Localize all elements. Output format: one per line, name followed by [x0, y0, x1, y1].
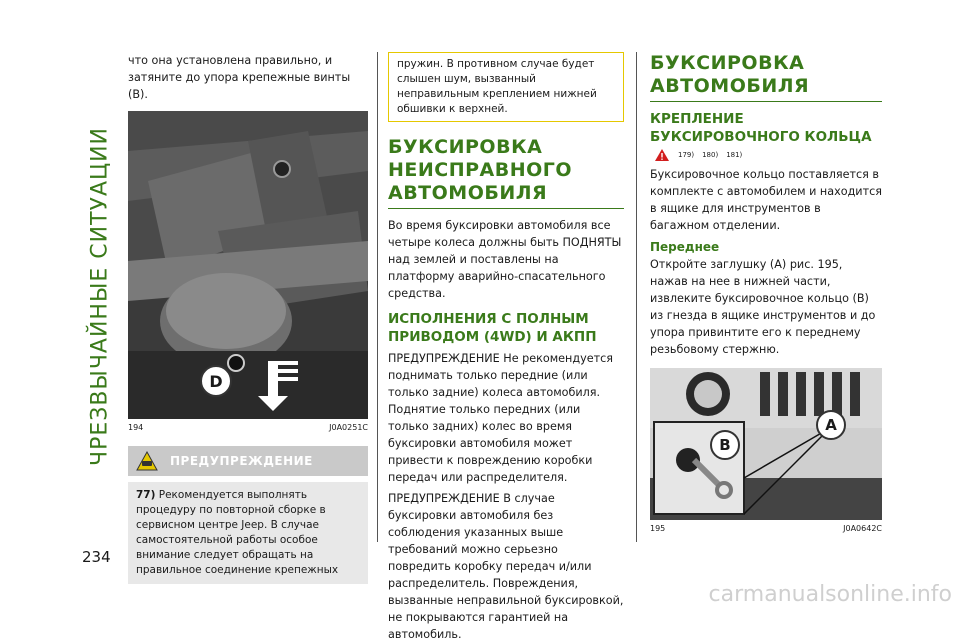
- warning-note-number: 77): [136, 489, 156, 501]
- tow-ring-paragraph-2: Откройте заглушку (A) рис. 195, нажав на нее в нижней части, извлеките буксировочное кольцо (B) из гнезда в ящике инструментов и до упора привинтите его к переднему резьбовому стержню.: [650, 258, 876, 356]
- watermark-text: carmanualsonline.info: [708, 582, 952, 607]
- figure-code: J0A0251C: [329, 423, 368, 432]
- towing-paragraph-2: ПРЕДУПРЕЖДЕНИЕ Не рекомендуется поднимать только передние (или только задние) колеса автомобиля. Поднятие только передних (или только задних) колес во время буксировки автомобиля может привести к повреждению коробки передач или распределителя.: [388, 352, 613, 484]
- column-divider: [377, 52, 378, 542]
- subheading-tow-ring: КРЕПЛЕНИЕ БУКСИРОВОЧНОГО КОЛЬЦА: [650, 111, 872, 145]
- ref-179: 179): [678, 151, 695, 159]
- column-divider: [636, 52, 637, 542]
- column-1: [128, 52, 368, 584]
- towing-paragraph-3: ПРЕДУПРЕЖДЕНИЕ В случае буксировки автомобиля без соблюдения указанных выше требований можно серьезно повредить коробку передач и/или распределитель. Повреждения, вызванные неправильной буксировкой, не покрываются гарантией на автомобиль.: [388, 492, 624, 641]
- continued-note: пружин. В противном случае будет слышен шум, вызванный неправильным креплением нижней обшивки к верхней.: [388, 52, 624, 122]
- ref-180: 180): [702, 151, 719, 159]
- figure-195: [650, 368, 882, 520]
- subheading-4wd: ИСПОЛНЕНИЯ С ПОЛНЫМ ПРИВОДОМ (4WD) И АКПП: [388, 311, 597, 345]
- column-3: [650, 52, 882, 533]
- figure-number: 195: [650, 524, 666, 533]
- tow-ring-paragraph-1: Буксировочное кольцо поставляется в комплекте с автомобилем и находится в ящике для инструментов в багажном отделении.: [650, 168, 882, 232]
- front-bumper-illustration: [650, 368, 882, 520]
- callout-d: D: [200, 365, 232, 397]
- figure-194-caption: [128, 423, 368, 432]
- heading-towing: БУКСИРОВКА АВТОМОБИЛЯ: [650, 52, 882, 102]
- label-front: Переднее: [650, 240, 720, 254]
- warning-title: ПРЕДУПРЕЖДЕНИЕ: [170, 454, 313, 468]
- section-title-vertical: ЧРЕЗВЫЧАЙНЫЕ СИТУАЦИИ: [87, 127, 113, 467]
- page-number: 234: [82, 548, 111, 566]
- callout-a: A: [816, 410, 846, 440]
- warning-references: [654, 148, 882, 162]
- figure-195-caption: [650, 524, 882, 533]
- side-section-tab: [78, 40, 114, 560]
- heading-towing-disabled: БУКСИРОВКА НЕИСПРАВНОГО АВТОМОБИЛЯ: [388, 136, 624, 209]
- ref-181: 181): [726, 151, 743, 159]
- warning-header: [128, 446, 368, 476]
- figure-code: J0A0642C: [843, 524, 882, 533]
- watermark: [0, 582, 960, 607]
- warning-triangle-icon: [654, 148, 670, 162]
- warning-note-text: Рекомендуется выполнять процедуру по повторной сборке в сервисном центре Jeep. В случае самостоятельной работы особое внимание следует обращать на правильное соединение крепежных: [136, 489, 339, 576]
- engine-bay-illustration: [128, 111, 368, 419]
- warning-note: [128, 482, 368, 584]
- figure-194: [128, 111, 368, 419]
- column-2: [388, 52, 624, 643]
- callout-b: B: [710, 430, 740, 460]
- towing-paragraph-1: Во время буксировки автомобиля все четыре колеса должны быть ПОДНЯТЫ над землей и поставлены на платформу аварийно-спасательного средства.: [388, 219, 622, 300]
- figure-number: 194: [128, 423, 144, 432]
- car-skid-warning-icon: [136, 451, 158, 471]
- intro-paragraph: что она установлена правильно, и затяните до упора крепежные винты (B).: [128, 54, 351, 101]
